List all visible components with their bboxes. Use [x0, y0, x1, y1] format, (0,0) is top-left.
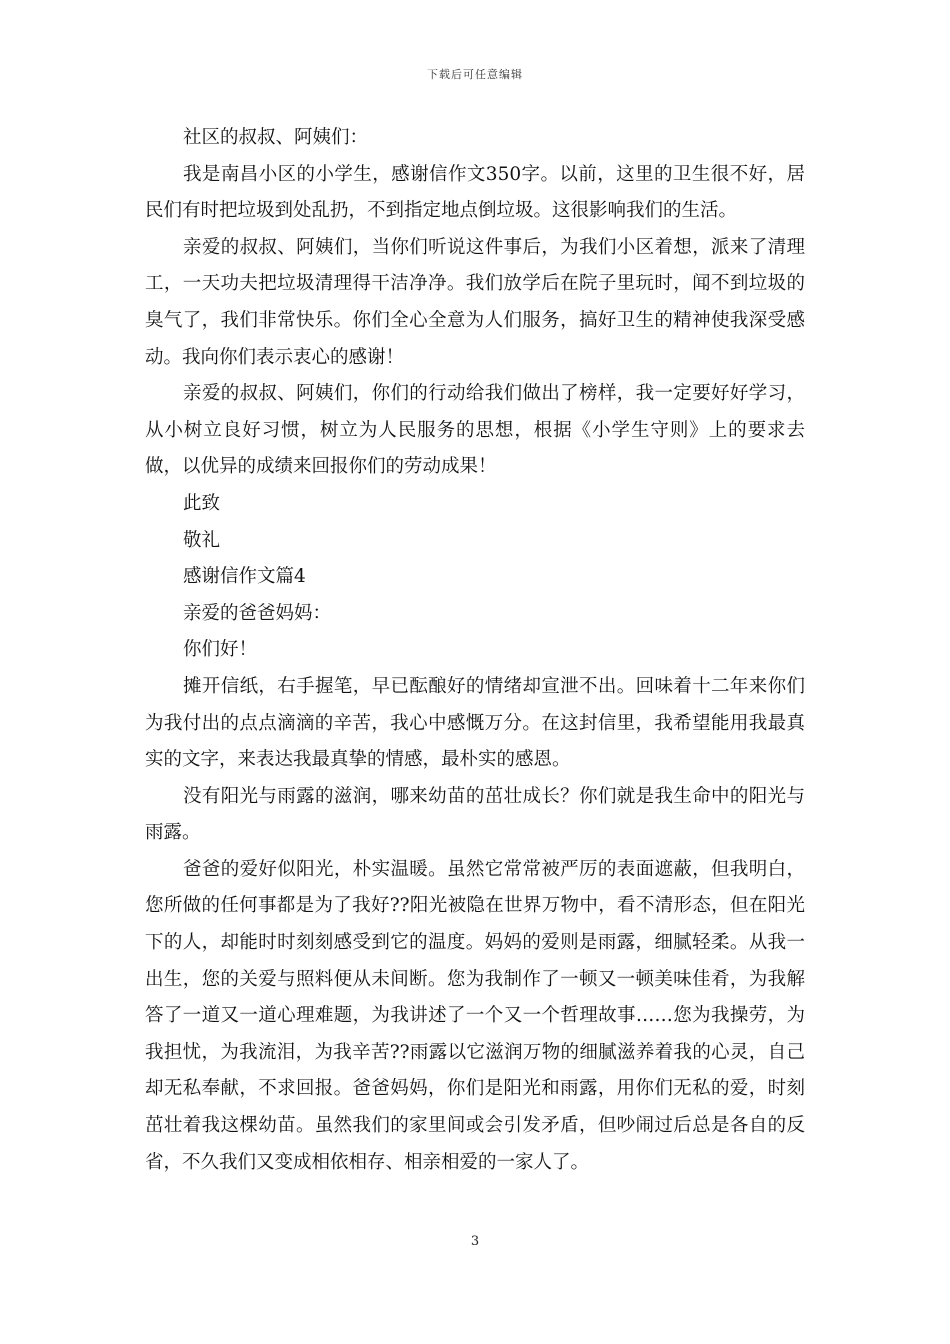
page-header: 下载后可任意编辑 — [427, 68, 523, 81]
paragraph: 没有阳光与雨露的滋润，哪来幼苗的茁壮成长？你们就是我生命中的阳光与雨露。 — [145, 785, 805, 844]
paragraph: 摊开信纸，右手握笔，早已酝酿好的情绪却宣泄不出。回味着十二年来你们为我付出的点点滴滴的辛苦，我心中感慨万分。在这封信里，我希望能用我最真实的文字，来表达我最真挚的情感，最朴实的感恩。 — [145, 675, 805, 771]
paragraph: 亲爱的叔叔、阿姨们，你们的行动给我们做出了榜样，我一定要好好学习，从小树立良好习惯，树立为人民服务的思想，根据《小学生守则》上的要求去做，以优异的成绩来回报你们的劳动成果！ — [145, 383, 805, 478]
salutation-community: 社区的叔叔、阿姨们： — [183, 127, 369, 148]
closing-cizhi: 此致 — [183, 492, 221, 514]
paragraph: 我是南昌小区的小学生，感谢信作文350字。以前，这里的卫生很不好，居民们有时把垃圾到处乱扔，不到指定地点倒垃圾。这很影响我们的生活。 — [145, 163, 805, 222]
paragraph: 亲爱的叔叔、阿姨们，当你们听说这件事后，为我们小区着想，派来了清理工，一天功夫把垃圾清理得干洁净净。我们放学后在院子里玩时，闻不到垃圾的臭气了，我们非常快乐。你们全心全意为人们服务，搞好卫生的精神使我深受感动。我向你们表示衷心的感谢！ — [145, 236, 805, 368]
greeting: 你们好！ — [183, 639, 258, 661]
document-body — [145, 120, 805, 1181]
section-title: 感谢信作文篇4 — [183, 566, 306, 588]
salutation-parents: 亲爱的爸爸妈妈： — [183, 602, 332, 624]
page-number: 3 — [470, 1234, 480, 1249]
closing-jingli: 敬礼 — [183, 529, 221, 551]
paragraph: 爸爸的爱好似阳光，朴实温暖。虽然它常常被严厉的表面遮蔽，但我明白，您所做的任何事都是为了我好??阳光被隐在世界万物中，看不清形态，但在阳光下的人，却能时时刻刻感受到它的温度。妈妈的爱则是雨露，细腻轻柔。从我一出生，您的关爱与照料便从未间断。您为我制作了一顿又一顿美味佳肴，为我解答了一道又一道心理难题，为我讲述了一个又一个哲理故事……您为我操劳，为我担忧，为我流泪，为我辛苦??雨露以它滋润万物的细腻滋养着我的心灵，自己却无私奉献，不求回报。爸爸妈妈，你们是阳光和雨露，用你们无私的爱，时刻茁壮着我这棵幼苗。虽然我们的家里间或会引发矛盾，但吵闹过后总是各自的反省，不久我们又变成相依相存、相亲相爱的一家人了。 — [145, 858, 805, 1173]
